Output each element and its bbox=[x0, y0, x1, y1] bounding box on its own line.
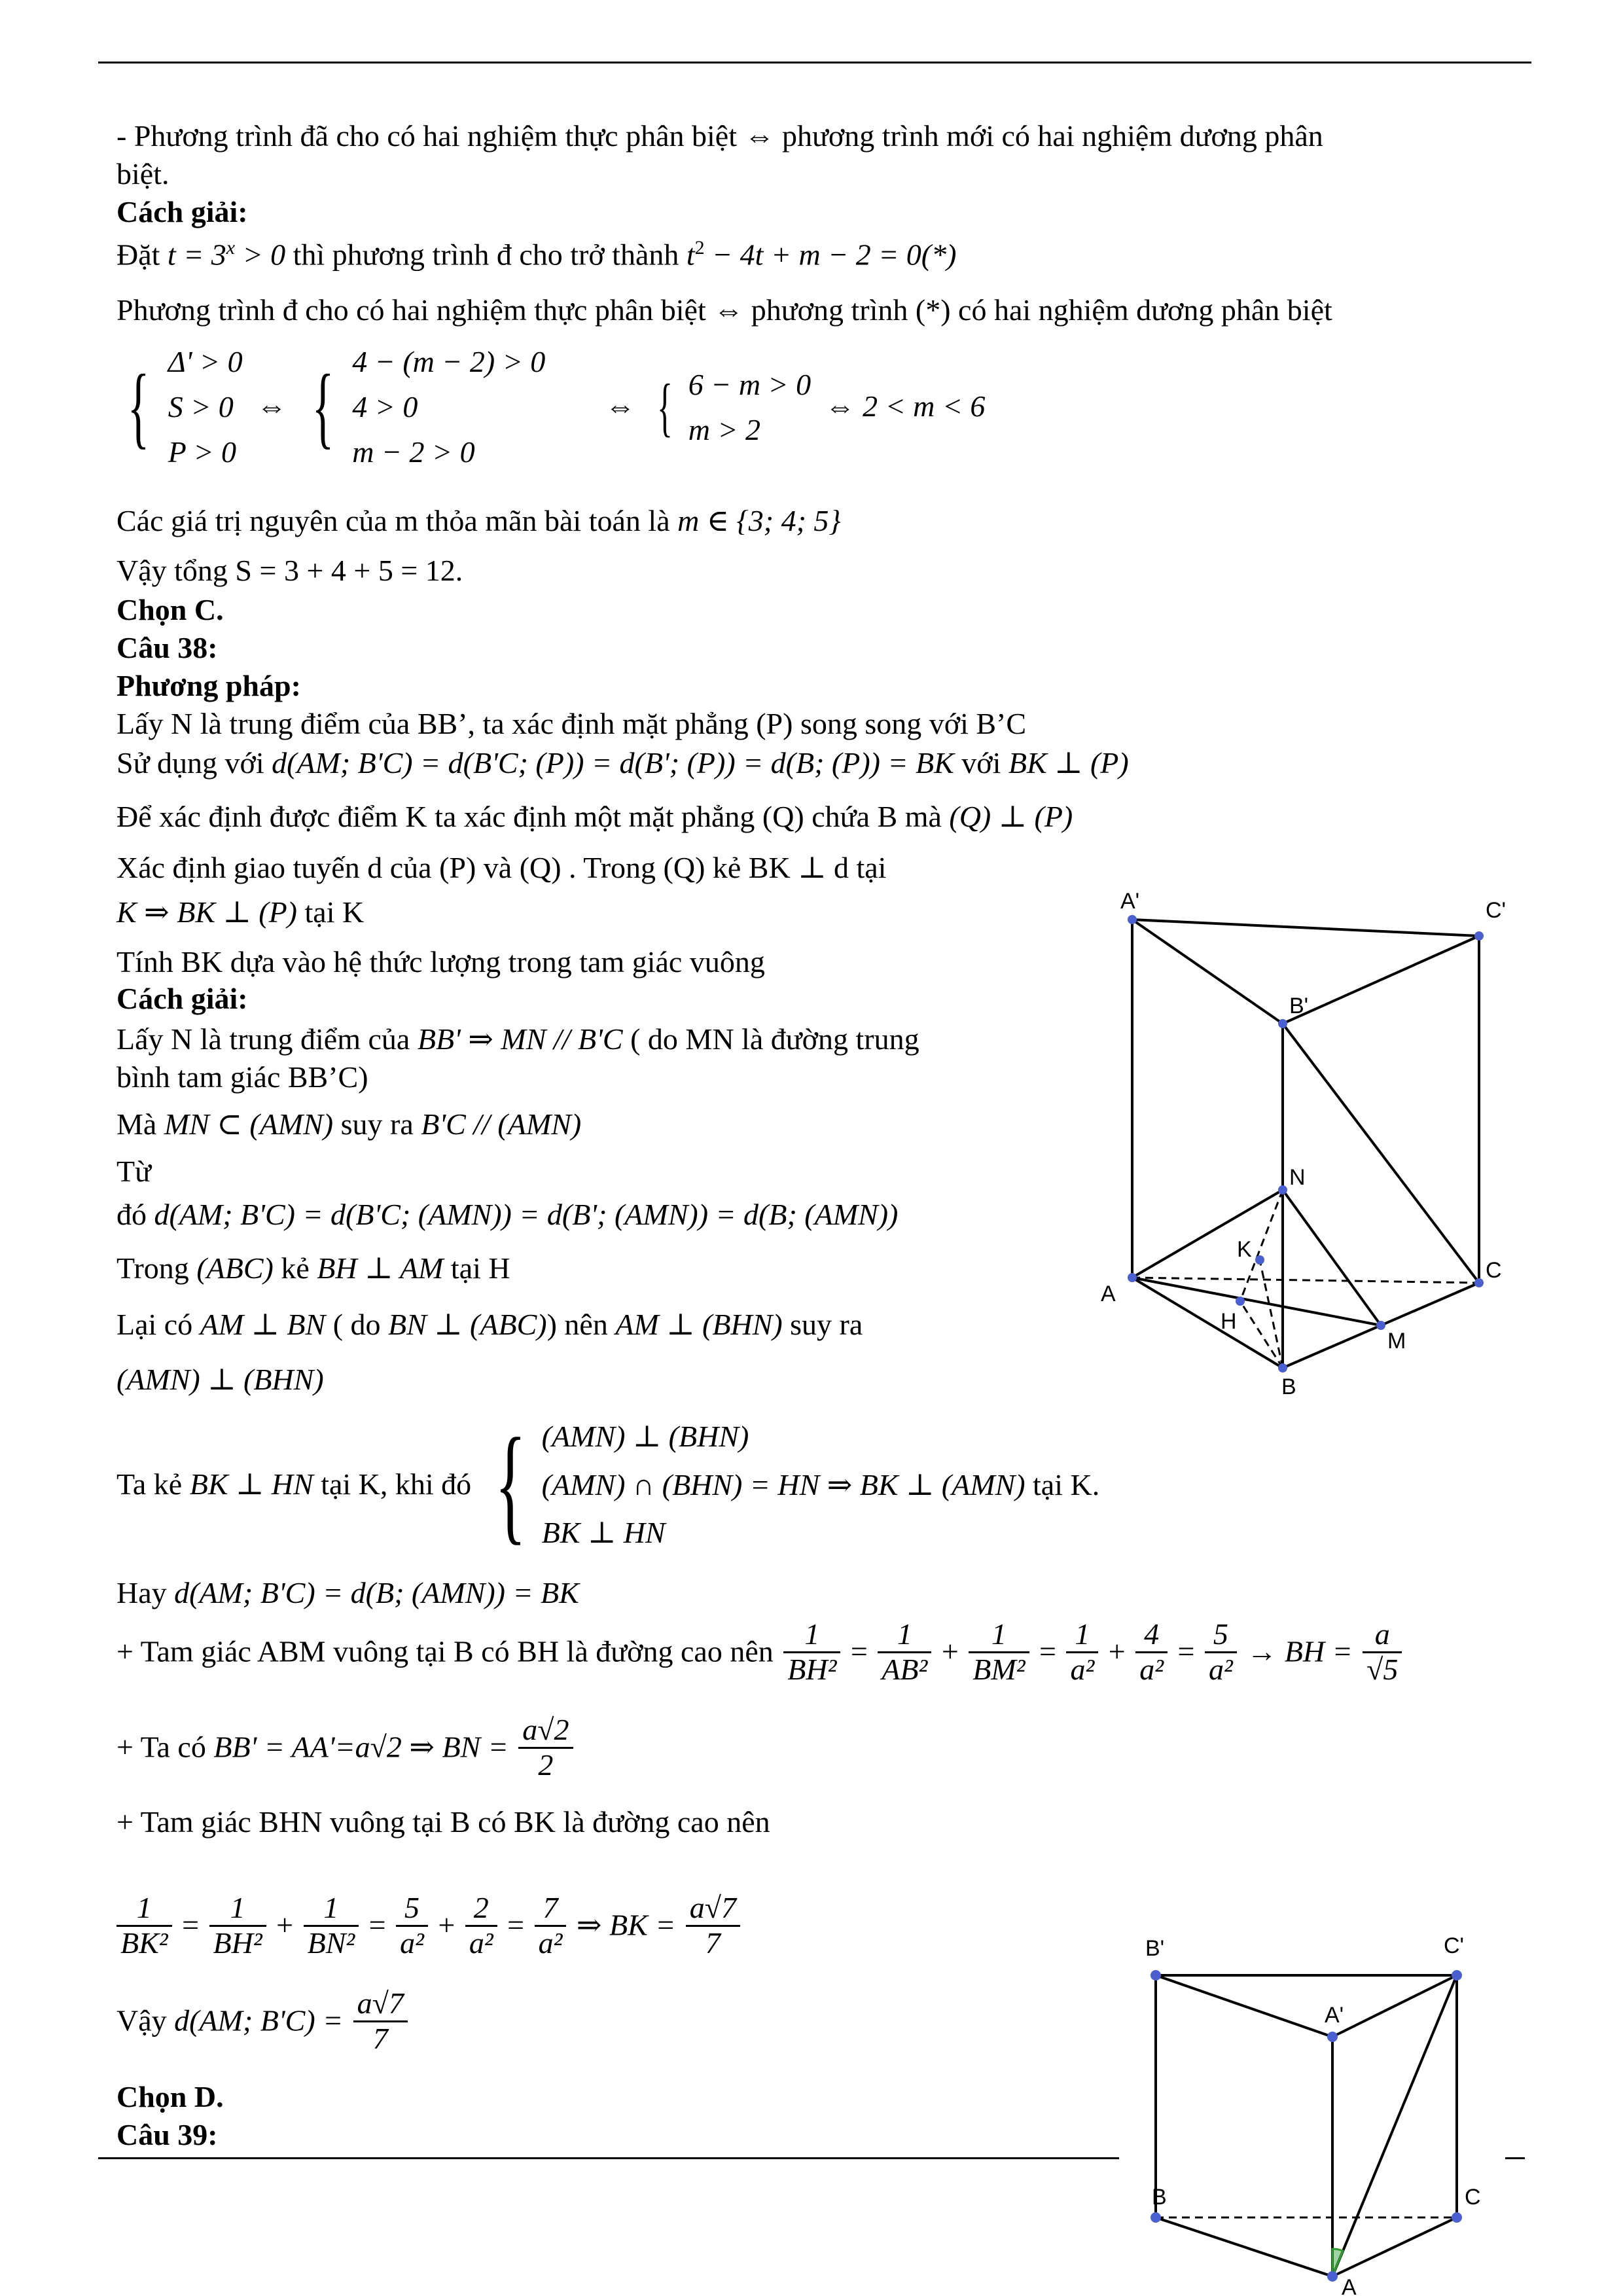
fraction bbox=[353, 1987, 408, 2055]
text-line: Vậy tổng S = 3 + 4 + 5 = 12. bbox=[116, 554, 463, 587]
math: t bbox=[686, 238, 695, 272]
formula-line-conclusion bbox=[116, 1987, 410, 2055]
fraction bbox=[878, 1618, 931, 1686]
numerator: a√2 bbox=[518, 1713, 573, 1749]
math: (Q) ⊥ (P) bbox=[949, 800, 1073, 833]
heading-cach-giai: Cách giải: bbox=[116, 982, 248, 1015]
numerator: a bbox=[1363, 1618, 1402, 1653]
equivalence-arrow: ⇔ bbox=[605, 389, 635, 423]
system-row: S > 0 bbox=[168, 390, 234, 423]
operator: = bbox=[507, 1908, 525, 1942]
point-label: N bbox=[1289, 1165, 1306, 1190]
numerator: 1 bbox=[1066, 1618, 1098, 1653]
math: d(AM; B'C) = bbox=[174, 2003, 344, 2037]
fraction bbox=[304, 1892, 359, 1960]
text: + Ta có bbox=[116, 1730, 214, 1764]
denominator: a² bbox=[1139, 1652, 1164, 1686]
system-block bbox=[688, 362, 811, 452]
denominator: BH² bbox=[213, 1926, 262, 1960]
denominator: a² bbox=[1208, 1652, 1233, 1686]
point-label: A' bbox=[1325, 2003, 1344, 2028]
point-label: B bbox=[1281, 1374, 1296, 1399]
math: B'C // (AMN) bbox=[421, 1107, 582, 1141]
denominator: 7 bbox=[372, 2021, 388, 2055]
prism-figure-2 bbox=[1119, 1903, 1486, 2296]
text-line: - Phương trình đã cho có hai nghiệm thực phân biệt ⇔ phương trình mới có hai nghiệm dương phân bbox=[116, 119, 1323, 152]
math: − 4t + m − 2 = 0(*) bbox=[704, 238, 957, 272]
text: ) nên bbox=[546, 1308, 616, 1341]
text: Hay bbox=[116, 1576, 175, 1609]
text-line bbox=[116, 237, 956, 272]
point-label: A bbox=[1101, 1282, 1116, 1306]
text-line bbox=[116, 1308, 863, 1342]
point-label: H bbox=[1221, 1309, 1237, 1334]
text: kẻ bbox=[273, 1251, 317, 1285]
brace: { bbox=[657, 370, 673, 443]
text: đó bbox=[116, 1198, 154, 1231]
denominator: 7 bbox=[705, 1926, 721, 1960]
numerator: 7 bbox=[535, 1892, 567, 1927]
point-label: B bbox=[1152, 2185, 1167, 2210]
figure-points bbox=[1150, 1970, 1462, 2282]
operator: + bbox=[941, 1634, 959, 1668]
system-row: m > 2 bbox=[688, 412, 761, 446]
math: MN ⊂ (AMN) bbox=[164, 1107, 334, 1141]
operator: ⇒ BK = bbox=[576, 1908, 676, 1942]
text-line bbox=[116, 1251, 510, 1286]
system-row: Δ' > 0 bbox=[168, 345, 243, 378]
formula-line-bh bbox=[116, 1618, 1404, 1686]
fraction bbox=[1135, 1618, 1168, 1686]
denominator: a² bbox=[538, 1926, 563, 1960]
text-line: Từ bbox=[116, 1155, 152, 1188]
brace: { bbox=[494, 1412, 526, 1557]
math-exponent: x bbox=[226, 237, 236, 259]
text: Vậy bbox=[116, 2003, 175, 2037]
text-line bbox=[116, 800, 1073, 834]
text: Lấy N là trung điểm của bbox=[116, 1022, 418, 1056]
brace: { bbox=[312, 355, 334, 457]
math: (ABC) bbox=[196, 1251, 274, 1285]
operator: + bbox=[1108, 1634, 1126, 1668]
answer-label: Chọn C. bbox=[116, 593, 224, 626]
inequality-system bbox=[116, 339, 985, 475]
math: > 0 bbox=[235, 238, 286, 272]
text-line: (AMN) ⊥ (BHN) bbox=[116, 1363, 324, 1396]
text-line: bình tam giác BB’C) bbox=[116, 1060, 368, 1094]
text-line: Tính BK dựa vào hệ thức lượng trong tam giác vuông bbox=[116, 945, 765, 978]
operator: = bbox=[368, 1908, 386, 1942]
numerator: 5 bbox=[396, 1892, 428, 1927]
text-line: Lấy N là trung điểm của BB’, ta xác định mặt phẳng (P) song song với B’C bbox=[116, 707, 1027, 740]
denominator: AB² bbox=[882, 1652, 928, 1686]
system-row: 4 − (m − 2) > 0 bbox=[352, 345, 546, 378]
text: ( do bbox=[325, 1308, 389, 1341]
numerator: 1 bbox=[304, 1892, 359, 1927]
text-line bbox=[116, 1412, 1099, 1557]
system-row: m − 2 > 0 bbox=[352, 435, 475, 469]
denominator: BH² bbox=[787, 1652, 837, 1686]
equivalence-arrow: ⇔ bbox=[257, 389, 287, 423]
text: + Tam giác ABM vuông tại B có BH là đường cao nên bbox=[116, 1634, 781, 1668]
fraction bbox=[465, 1892, 497, 1960]
question-heading: Câu 39: bbox=[116, 2118, 218, 2151]
numerator: 1 bbox=[209, 1892, 266, 1927]
text-line bbox=[116, 504, 841, 539]
text: Để xác định được điểm K ta xác định một mặt phẳng (Q) chứa B mà bbox=[116, 800, 950, 833]
operator: + bbox=[438, 1908, 455, 1942]
system-block bbox=[168, 339, 243, 475]
operator: + bbox=[276, 1908, 294, 1942]
point-label: A' bbox=[1120, 889, 1140, 914]
system-result: ⇔ 2 < m < 6 bbox=[825, 389, 986, 423]
point-label: K bbox=[1237, 1237, 1252, 1262]
header-rule bbox=[98, 62, 1531, 63]
math: d(AM; B'C) = d(B; (AMN)) = BK bbox=[174, 1576, 579, 1609]
figure-lines bbox=[1132, 920, 1479, 1368]
text: Trong bbox=[116, 1251, 197, 1285]
heading-phuong-phap: Phương pháp: bbox=[116, 669, 301, 702]
operator: → BH = bbox=[1247, 1634, 1353, 1668]
numerator: 1 bbox=[116, 1892, 172, 1927]
text-line: Xác định giao tuyến d của (P) và (Q) . Trong (Q) kẻ BK ⊥ d tại bbox=[116, 851, 887, 884]
text: tại K bbox=[297, 895, 365, 929]
text-line bbox=[116, 1107, 581, 1142]
math: BK ⊥ (P) bbox=[1008, 746, 1129, 780]
text-line bbox=[116, 1576, 579, 1611]
system-row: (AMN) ⊥ (BHN) bbox=[541, 1420, 749, 1453]
math: K ⇒ BK ⊥ (P) bbox=[116, 895, 297, 929]
text: thì phương trình đ cho trở thành bbox=[285, 238, 687, 272]
denominator: a² bbox=[469, 1926, 493, 1960]
fraction bbox=[116, 1892, 172, 1960]
denominator: BK² bbox=[120, 1926, 168, 1960]
operator: = bbox=[1177, 1634, 1195, 1668]
fraction bbox=[969, 1618, 1029, 1686]
denominator: a² bbox=[1070, 1652, 1095, 1686]
math: AM ⊥ BN bbox=[200, 1308, 326, 1341]
operator: = bbox=[182, 1908, 200, 1942]
text: Lại có bbox=[116, 1308, 200, 1341]
system-row-suffix: tại K. bbox=[1025, 1467, 1100, 1501]
denominator: BN² bbox=[307, 1926, 355, 1960]
numerator: a√7 bbox=[686, 1892, 740, 1927]
fraction bbox=[686, 1892, 740, 1960]
point-label: A bbox=[1342, 2275, 1357, 2296]
formula-line-bn bbox=[116, 1713, 576, 1782]
point-label: C bbox=[1465, 2185, 1481, 2210]
math: BB' = AA'=a√2 ⇒ BN = bbox=[213, 1730, 508, 1764]
text: với bbox=[954, 746, 1008, 780]
point-label: C bbox=[1486, 1258, 1502, 1283]
numerator: 2 bbox=[465, 1892, 497, 1927]
text: tại H bbox=[443, 1251, 510, 1285]
operator: = bbox=[1039, 1634, 1056, 1668]
numerator: 1 bbox=[783, 1618, 840, 1653]
brace: { bbox=[127, 355, 150, 457]
point-label: C' bbox=[1486, 898, 1507, 923]
text: Các giá trị nguyên của m thỏa mãn bài toán là bbox=[116, 504, 678, 537]
math: BK ⊥ HN bbox=[189, 1467, 313, 1501]
text: tại K, khi đó bbox=[313, 1467, 479, 1501]
fraction bbox=[396, 1892, 428, 1960]
text: Sử dụng với bbox=[116, 746, 272, 780]
denominator: BM² bbox=[972, 1652, 1026, 1686]
numerator: 5 bbox=[1205, 1618, 1237, 1653]
question-heading: Câu 38: bbox=[116, 631, 218, 664]
numerator: a√7 bbox=[353, 1987, 408, 2022]
fraction bbox=[783, 1618, 840, 1686]
text: ( do MN là đường trung bbox=[622, 1022, 919, 1056]
system-row: 6 − m > 0 bbox=[688, 367, 812, 401]
prism-figure-1 bbox=[1073, 877, 1531, 1420]
fraction bbox=[535, 1892, 567, 1960]
numerator: 1 bbox=[878, 1618, 931, 1653]
text: Mà bbox=[116, 1107, 164, 1141]
system-row bbox=[542, 1461, 1100, 1509]
numerator: 1 bbox=[969, 1618, 1029, 1653]
system-block bbox=[352, 339, 545, 475]
math: BH ⊥ AM bbox=[317, 1251, 444, 1285]
text: Ta kẻ bbox=[116, 1467, 190, 1501]
math: BB' ⇒ MN // B'C bbox=[417, 1022, 623, 1056]
point-label: C' bbox=[1444, 1933, 1465, 1958]
system-row: 4 > 0 bbox=[352, 390, 418, 423]
text-line bbox=[116, 1022, 919, 1057]
denominator: a² bbox=[400, 1926, 424, 1960]
fraction bbox=[1066, 1618, 1098, 1686]
math: d(AM; B'C) = d(B'C; (P)) = d(B'; (P)) = d(B; (P)) = BK bbox=[272, 746, 954, 780]
point-label: B' bbox=[1289, 994, 1309, 1018]
math-exponent: 2 bbox=[694, 237, 705, 259]
math: BN ⊥ (ABC) bbox=[388, 1308, 547, 1341]
denominator: √5 bbox=[1366, 1652, 1399, 1686]
point-label: M bbox=[1387, 1329, 1406, 1354]
denominator: 2 bbox=[538, 1748, 554, 1782]
system-row: BK ⊥ HN bbox=[541, 1516, 666, 1550]
fraction bbox=[209, 1892, 266, 1960]
footer-rule-right bbox=[1505, 2157, 1525, 2159]
text-line: Phương trình đ cho có hai nghiệm thực phân biệt ⇔ phương trình (*) có hai nghiệm dương phân biệt bbox=[116, 293, 1332, 327]
system-block bbox=[542, 1412, 1100, 1557]
text-line: biệt. bbox=[116, 157, 169, 190]
text-line: + Tam giác BHN vuông tại B có BK là đường cao nên bbox=[116, 1805, 770, 1839]
text-line bbox=[116, 746, 1129, 781]
system-row-text: (AMN) ∩ (BHN) = HN ⇒ BK ⊥ (AMN) bbox=[541, 1467, 1026, 1501]
footer-rule bbox=[98, 2157, 1119, 2159]
heading-cach-giai: Cách giải: bbox=[116, 195, 248, 228]
math: AM ⊥ (BHN) bbox=[615, 1308, 783, 1341]
text: Đặt bbox=[116, 238, 168, 272]
numerator: 4 bbox=[1135, 1618, 1168, 1653]
text: suy ra bbox=[333, 1107, 421, 1141]
text: suy ra bbox=[782, 1308, 863, 1341]
system-row: P > 0 bbox=[168, 435, 237, 469]
formula-line-bk bbox=[116, 1892, 743, 1960]
math: d(AM; B'C) = d(B'C; (AMN)) = d(B'; (AMN)) = d(B; (AMN)) bbox=[154, 1198, 899, 1231]
math: t = 3 bbox=[167, 238, 226, 272]
fraction bbox=[1205, 1618, 1237, 1686]
point-label: B' bbox=[1145, 1936, 1165, 1961]
answer-label: Chọn D. bbox=[116, 2080, 224, 2113]
text-line bbox=[116, 1198, 898, 1232]
fraction bbox=[518, 1713, 573, 1782]
operator: = bbox=[850, 1634, 868, 1668]
fraction bbox=[1363, 1618, 1402, 1686]
figure-lines bbox=[1156, 1975, 1457, 2276]
text-line bbox=[116, 895, 364, 930]
math: m ∈ {3; 4; 5} bbox=[677, 504, 841, 537]
figure-dashed-lines bbox=[1132, 1190, 1479, 1368]
